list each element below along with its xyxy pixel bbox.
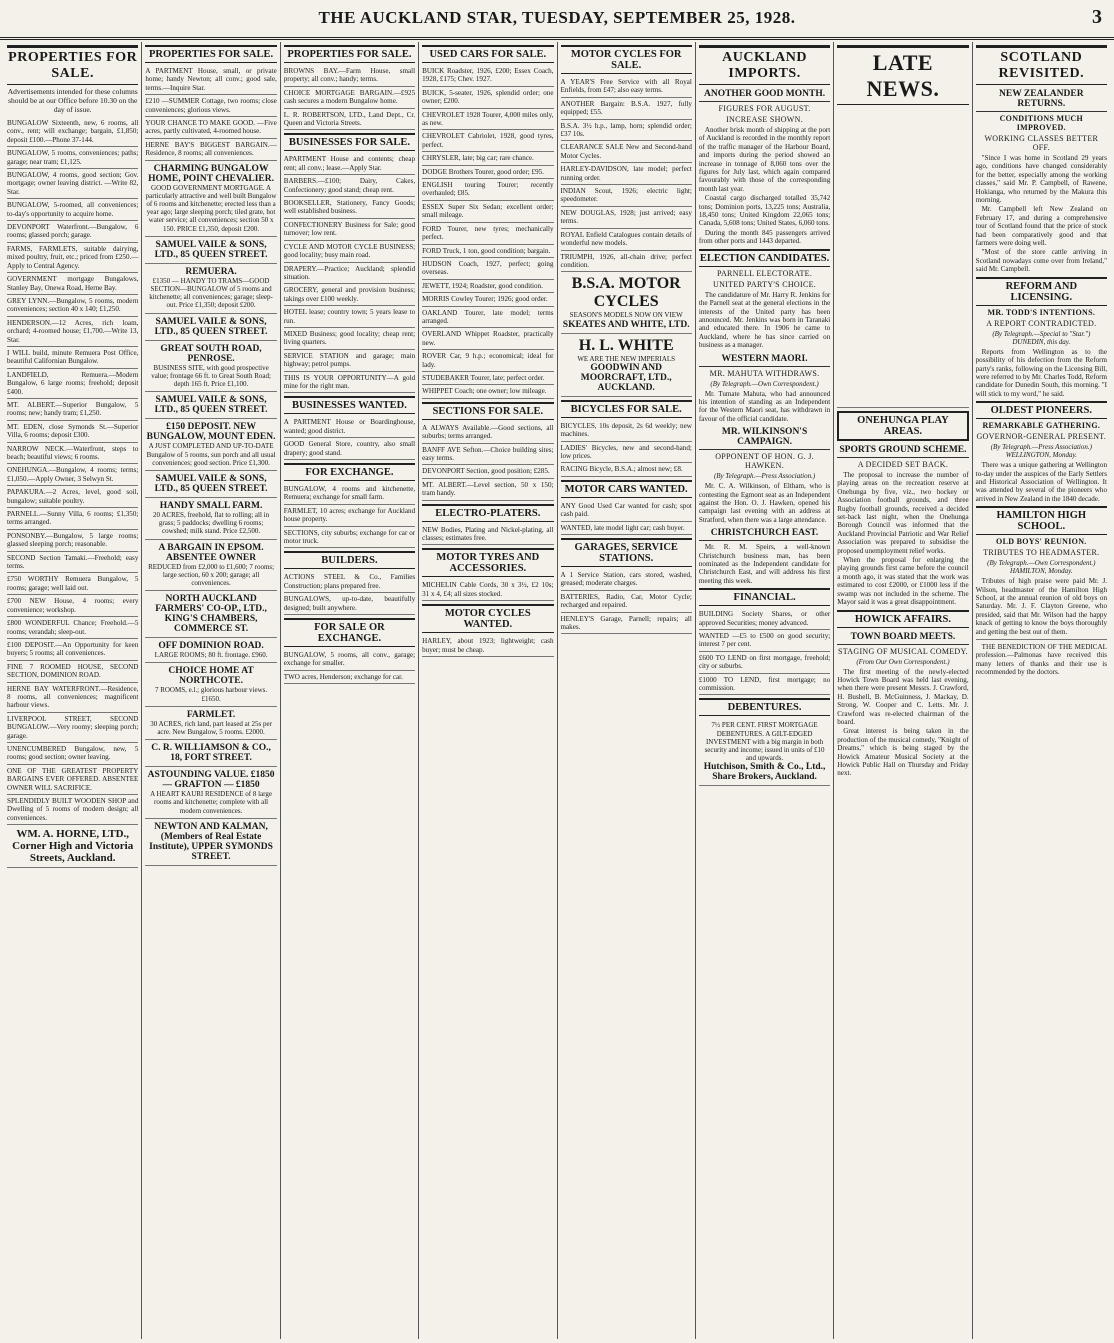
section-heading: PROPERTIES FOR SALE. xyxy=(7,45,138,85)
classified-ad: ROYAL Enfield Catalogues contain details of wonderful new models. xyxy=(561,229,692,251)
section-heading: PROPERTIES FOR SALE. xyxy=(145,45,276,63)
classified-ad: DODGE Brothers Tourer, good order; £95. xyxy=(422,166,553,179)
classified-ad: HARLEY, about 1923; lightweight; cash buyer; must be cheap. xyxy=(422,635,553,657)
classified-ad: UNENCUMBERED Bungalow, new, 5 rooms; good section; owner leaving. xyxy=(7,743,138,765)
display-ad xyxy=(145,264,276,314)
display-ad-heading: SAMUEL VAILE & SONS, LTD., 85 QUEEN STREET. xyxy=(154,239,268,260)
article-headline: REFORM AND LICENSING. xyxy=(976,277,1107,306)
column-motor-cycles xyxy=(558,42,696,1339)
article-paragraph: THE BENEDICTION OF THE MEDICAL profession.—Palmonas have received this many letters of thanks and their use is recommended by the doctors. xyxy=(975,643,1107,677)
classified-ad: £600 TO LEND on first mortgage, freehold; city or suburbs. xyxy=(699,652,830,674)
display-ad-title: H. L. WHITE xyxy=(578,336,674,354)
column-properties-2 xyxy=(142,42,280,1339)
classified-ad: A PARTMENT House, small, or private home; handy Newton; all conv.; good sale, terms.—Inquire Star. xyxy=(145,65,276,95)
display-ad-heading: HANDY SMALL FARM. xyxy=(159,500,263,511)
classified-ad: A YEAR'S Free Service with all Royal Enfields, from £47; also easy terms. xyxy=(561,76,692,98)
article-subhead: OLD BOYS' REUNION. xyxy=(996,537,1087,547)
classified-ad: BUNGALOW, 5 rooms, all conv., garage; exchange for smaller. xyxy=(284,649,415,671)
article-subhead: MR. TODD'S INTENTIONS. xyxy=(987,307,1096,317)
wire-credit: (By Telegraph.—Own Correspondent.) HAMILTON, Monday. xyxy=(987,559,1096,576)
classified-ad: CLEARANCE SALE New and Second-hand Motor Cycles. xyxy=(561,141,692,163)
classified-ad: £750 WORTHY Remuera Bungalow, 5 rooms; garage; well laid out. xyxy=(7,573,138,595)
classified-ad: BUILDING Society Shares, or other approved Securities; money advanced. xyxy=(699,608,830,630)
classified-ad: BUICK, 5-seater, 1926, splendid order; one owner; £200. xyxy=(422,87,553,109)
column-late-news xyxy=(834,42,972,1339)
display-ad-heading: OFF DOMINION ROAD. xyxy=(158,641,264,652)
ad-list xyxy=(145,65,276,161)
classified-ad: LIVERPOOL STREET, SECOND BUNGALOW.—Very roomy; sleeping porch; garage. xyxy=(7,713,138,743)
article-paragraph: Tributes of high praise were paid Mr. J. Wilson, headmaster of the Hamilton High School, at the annual reunion of old boys on Saturday. Mr. J. F. Clayton Greene, who presided, said that Mr. Wilson had the happy knack of getting to know the boys thoroughly and getting the best out of them. xyxy=(975,577,1107,636)
section-heading: PROPERTIES FOR SALE. xyxy=(284,45,415,63)
classified-ad: HERNE BAY'S BIGGEST BARGAIN.—Residence, 8 rooms; all conveniences. xyxy=(145,139,276,161)
classified-ad: CHRYSLER, late; big car; rare chance. xyxy=(422,152,553,165)
display-ad xyxy=(145,161,276,237)
classified-ad: DEVONPORT Section, good position; £285. xyxy=(422,465,553,478)
ad-list xyxy=(7,117,138,825)
classified-ad: ENGLISH touring Tourer; recently overhauled; £85. xyxy=(422,179,553,201)
classified-ad: SECOND Section Tamaki.—Freehold; easy terms. xyxy=(7,552,138,574)
display-ad-bsa xyxy=(561,272,692,333)
display-ad-heading: NORTH AUCKLAND FARMERS' CO-OP., LTD., KING'S CHAMBERS, COMMERCE ST. xyxy=(155,594,267,635)
wire-credit: (By Telegraph.—Press Association.) WELLINGTON, Monday. xyxy=(990,443,1092,460)
article-subhead: REMARKABLE GATHERING. xyxy=(982,421,1101,431)
article-subhead: OPPONENT OF HON. G. J. HAWKEN. xyxy=(715,452,814,471)
display-ad-heading: SAMUEL VAILE & SONS, LTD., 85 QUEEN STREET. xyxy=(154,473,268,494)
classified-ad: B.S.A. 3½ h.p., lamp, horn; splendid order; £37 10s. xyxy=(561,120,692,142)
classified-ad: CHEVROLET 1928 Tourer, 4,000 miles only, as new. xyxy=(422,109,553,131)
classified-ad: CYCLE AND MOTOR CYCLE BUSINESS; good locality; busy main road. xyxy=(284,241,415,263)
article-subhead: STAGING OF MUSICAL COMEDY. xyxy=(838,646,968,656)
article-subhead: ANOTHER GOOD MONTH. xyxy=(699,89,830,102)
display-ad xyxy=(145,740,276,767)
classified-ad: WANTED, late model light car; cash buyer. xyxy=(561,522,692,535)
display-ad-heading: CHOICE HOME AT NORTHCOTE. xyxy=(168,666,254,687)
classified-ad: APARTMENT House and contents; cheap rent; all conv.; lease.—Apply Star. xyxy=(284,153,415,175)
section-heading: SECTIONS FOR SALE. xyxy=(422,402,553,420)
classified-ad: GOOD General Store, country, also small drapery; good stand. xyxy=(284,438,415,460)
article-paragraph: Mr. R. M. Speirs, a well-known Christchurch business man, has been nominated as the Independent candidate for Christchurch East, and will address his first meeting this week. xyxy=(698,543,831,585)
article-paragraph: When the proposal for enlarging the playing grounds first came before the council a month ago, it was stated that the work was estimated to cost £2000, or £1000 less if the swamp was not included in the scheme. The Mayor said it was a great disappointment. xyxy=(837,556,969,607)
section-heading: MOTOR TYRES AND ACCESSORIES. xyxy=(422,548,553,577)
display-ad-body: 20 ACRES, freehold, flat to rolling; all in grass; 5 paddocks; dwelling 6 rooms; cowshed; milk stand. Price £2,500. xyxy=(153,510,270,536)
classified-ad: BUNGALOW, 4 rooms and kitchenette, Remuera; exchange for small farm. xyxy=(284,483,415,505)
section-heading: BUILDERS. xyxy=(284,551,415,569)
ad-list xyxy=(422,635,553,657)
section-heading: DEBENTURES. xyxy=(699,698,830,716)
classified-ad: CHOICE MORTGAGE BARGAIN.—£925 cash secures a modern Bungalow home. xyxy=(284,87,415,109)
classified-ad: GROCERY, general and provision business; takings over £100 weekly. xyxy=(284,284,415,306)
agent-block xyxy=(7,825,138,868)
debenture-body: 7½ PER CENT. FIRST MORTGAGE DEBENTURES. A GILT-EDGED INVESTMENT with a big margin in both security and income; issued in units of £10 and upwards. xyxy=(704,721,825,763)
classified-ad: ESSEX Super Six Sedan; excellent order; small mileage. xyxy=(422,201,553,223)
classified-ad: PARNELL.—Sunny Villa, 6 rooms; £1,350; terms arranged. xyxy=(7,508,138,530)
display-ad-agent: GOODWIN AND MOORCRAFT, LTD., AUCKLAND. xyxy=(580,362,672,393)
display-ad xyxy=(145,314,276,341)
article-headline: WESTERN MAORI. xyxy=(699,354,830,367)
debenture-ad xyxy=(699,718,830,786)
classified-ad: JEWETT, 1924; Roadster, good condition. xyxy=(422,280,553,293)
display-ad-heading: SAMUEL VAILE & SONS, LTD., 85 QUEEN STREET. xyxy=(154,395,268,416)
display-ads xyxy=(145,161,276,866)
classified-ad: GOVERNMENT mortgage Bungalows, Stanley Bay, Onewa Road, Herne Bay. xyxy=(7,273,138,295)
classified-ad: ONEHUNGA.—Bungalow, 4 rooms; terms; £1,050.—Apply Owner, 3 Selwyn St. xyxy=(7,464,138,486)
late-news-heading: LATE NEWS. xyxy=(837,45,968,105)
display-ad-heading: REMUERA. xyxy=(185,266,237,277)
classified-ad: DRAPERY.—Practice; Auckland; splendid situation. xyxy=(284,263,415,285)
classified-ad: BATTERIES, Radio, Car, Motor Cycle; recharged and repaired. xyxy=(561,591,692,613)
article-paragraph: Mr. Tumate Mahuta, who had announced his intention of standing as an Independent for the Western Maori seat, has withdrawn in favour of the official candidate. xyxy=(698,389,831,423)
classified-ad: SERVICE STATION and garage; main highway; petrol pumps. xyxy=(284,350,415,372)
columns xyxy=(4,42,1110,1339)
display-ad-body: A JUST COMPLETED AND UP-TO-DATE Bungalow of 5 rooms, sun porch and all usual conveniences; good section. Price £1,300. xyxy=(146,442,276,467)
classified-ad: £800 WONDERFUL Chance; Freehold.—5 rooms; verandah; sleep-out. xyxy=(7,617,138,639)
classified-ad: FINE 7 ROOMED HOUSE, SECOND SECTION, DOMINION ROAD. xyxy=(7,661,138,683)
article-paragraph: Another brisk month of shipping at the port of Auckland is recorded in the monthly report of the traffic manager of the Harbour Board, and imports during the period showed an increase in tonnage of 8,060 tons over the figures for July last, which again compared favourably with those of the corresponding month last year. xyxy=(698,126,831,193)
classified-ad: SPLENDIDLY BUILT WOODEN SHOP and Dwelling of 5 rooms of modern design; all conveniences. xyxy=(7,795,138,825)
ad-list xyxy=(284,571,415,615)
ad-list xyxy=(561,569,692,634)
classified-ad: WHIPPET Coach; one owner; low mileage. xyxy=(422,385,553,398)
classified-ad: DEVONPORT Waterfront.—Bungalow, 6 rooms; glassed porch; garage. xyxy=(7,221,138,243)
article-subhead: CONDITIONS MUCH IMPROVED. xyxy=(999,114,1084,132)
section-heading: FOR SALE OR EXCHANGE. xyxy=(284,618,415,647)
classified-ad: OAKLAND Tourer, late model; terms arranged. xyxy=(422,307,553,329)
column-scotland xyxy=(973,42,1110,1339)
article-subhead: TRIBUTES TO HEADMASTER. xyxy=(983,548,1100,558)
section-heading: BUSINESSES FOR SALE. xyxy=(284,133,415,151)
classified-ad: CHEVROLET Cabriolet, 1928, good tyres, perfect. xyxy=(422,130,553,152)
article-subhead: PARNELL ELECTORATE. xyxy=(716,268,813,278)
article-paragraph: Reports from Wellington as to the possibility of his defection from the Reform party's ranks, following on the Licensing Bill, were referred to by Mr. Charles Todd, Reform candidate for Dunedin South, this morning. "I will stick to my word," he said. xyxy=(975,347,1107,398)
late-news-blank-space xyxy=(837,107,968,408)
classified-ad: STUDEBAKER Tourer, late; perfect order. xyxy=(422,372,553,385)
article-paragraph: The candidature of Mr. Harry R. Jenkins for the Parnell seat at the general elections in the interests of the United party has been announced. Mr. Jenkins was born in Taranaki and educated there. In 1906 he came to Auckland, where he has since carried on business as a manager. xyxy=(698,290,831,350)
article-subhead: WORKING CLASSES BETTER OFF. xyxy=(984,134,1099,152)
display-ad-white xyxy=(561,334,692,397)
display-ad-body: £1350 — HANDY TO TRAMS—GOOD SECTION—BUNGALOW of 5 rooms and kitchenette; all conveniences; garage; sleep-out. Price £1,350; deposit £200. xyxy=(149,276,273,310)
section-heading: USED CARS FOR SALE. xyxy=(422,45,553,63)
article-subhead: A DECIDED SET BACK. xyxy=(857,460,949,469)
display-ad-heading: £150 DEPOSIT. NEW BUNGALOW, MOUNT EDEN. xyxy=(146,422,276,443)
classified-ad: HOTEL lease; country town; 5 years lease to run. xyxy=(284,306,415,328)
article-paragraph: The proposal to increase the number of playing areas on the recreation reserve at Onehunga by five, viz., two hockey or Association football grounds, and three Rugby football grounds, received a decided set-back last night, when the Onehunga Borough Council was informed that the Auckland Provincial Patriotic and War Relief Association was prepared to subsidise the proposed unemployment relief works. xyxy=(837,471,969,555)
classified-ad: ANOTHER Bargain: B.S.A. 1927, fully equipped; £55. xyxy=(561,98,692,120)
article-headline: HOWICK AFFAIRS. xyxy=(837,610,968,628)
ad-list xyxy=(284,649,415,684)
ad-list xyxy=(422,524,553,546)
classified-ad: ACTIONS STEEL & Co., Families Construction; plans prepared free. xyxy=(284,571,415,593)
display-ad xyxy=(145,498,276,540)
article-paragraph: During the month 845 passengers arrived from other ports and 1443 departed. xyxy=(698,228,831,246)
classified-ad: FORD Truck, 1 ton, good condition; bargain. xyxy=(422,245,553,258)
classified-ad: YOUR CHANCE TO MAKE GOOD. —Five acres, partly cultivated, 4-roomed house. xyxy=(145,117,276,139)
article-paragraph: There was a unique gathering at Wellington to-day under the auspices of the Early Settlers and Historical Association of Wellington. It was attended by several of the pioneers who arrived in New Zealand in the 1840 decade. xyxy=(975,461,1107,503)
classified-ad: NEW Bodies, Plating and Nickel-plating, all classes; estimates free. xyxy=(422,524,553,546)
article-headline: CHRISTCHURCH EAST. xyxy=(699,528,830,541)
article-subhead: UNITED PARTY'S CHOICE. xyxy=(713,279,817,289)
classified-ad: BROWNS BAY.—Farm House, small property; all conv.; handy; terms. xyxy=(284,65,415,87)
classified-ad: RACING Bicycle, B.S.A.; almost new; £8. xyxy=(561,463,692,476)
classified-ad: INDIAN Scout, 1926; electric light; speedometer. xyxy=(561,185,692,207)
section-heading: ELECTRO-PLATERS. xyxy=(422,504,553,522)
ad-list xyxy=(422,422,553,501)
classified-ad: FORD Tourer, new tyres; mechanically perfect. xyxy=(422,223,553,245)
wire-credit: (By Telegraph.—Own Correspondent.) xyxy=(710,379,819,388)
article-paragraph: Coastal cargo discharged totalled 35,742 tons; Dominion ports, 13,225 tons; Australia, 18,450 tons; United Kingdom 22,065 tons; Canada, 5,608 tons; United States, 6,060 tons. xyxy=(698,194,831,228)
classified-ad: A PARTMENT House or Boardinghouse, wanted; good district. xyxy=(284,416,415,438)
classified-ad: LANDFIELD, Remuera.—Modern Bungalow, 6 large rooms; freehold; deposit £400. xyxy=(7,369,138,399)
display-ad-heading: GREAT SOUTH ROAD, PENROSE. xyxy=(160,343,262,364)
display-ad-body: REDUCED from £2,000 to £1,600; 7 rooms; large section, 60 x 200; garage; all conveniences. xyxy=(148,562,275,587)
section-heading: BUSINESSES WANTED. xyxy=(284,396,415,414)
notice: Advertisements intended for these columns should be at our Office before 10.30 on the day of issue. xyxy=(7,87,138,114)
display-ad xyxy=(145,341,276,393)
classified-ad: ROVER Car, 9 h.p.; economical; ideal for lady. xyxy=(422,350,553,372)
display-ad-agent: SKEATES AND WHITE, LTD. xyxy=(562,319,690,330)
display-ad-heading: SAMUEL VAILE & SONS, LTD., 85 QUEEN STREET. xyxy=(154,316,268,337)
classified-ad: MORRIS Cowley Tourer; 1926; good order. xyxy=(422,293,553,306)
classified-ad: £210 —SUMMER Cottage, two rooms; close conveniences; glorious views. xyxy=(145,95,276,117)
section-heading: MOTOR CYCLES FOR SALE. xyxy=(561,45,692,74)
column-used-cars xyxy=(419,42,557,1339)
classified-ad: A 1 Service Station, cars stored, washed, greased; moderate charges. xyxy=(561,569,692,591)
classified-ad: ANY Good Used Car wanted for cash; spot cash paid. xyxy=(561,500,692,522)
classified-ad: BANFF AVE Sefton.—Choice building sites; easy terms. xyxy=(422,444,553,466)
display-ad xyxy=(145,471,276,498)
classified-ad: BUNGALOW, 4 rooms, good section; Gov. mortgage; owner leaving district. —Write 82, Star. xyxy=(7,169,138,199)
ad-list xyxy=(284,483,415,548)
ad-list xyxy=(284,416,415,460)
classified-ad: BOOKSELLER, Stationery, Fancy Goods; well established business. xyxy=(284,197,415,219)
ad-list xyxy=(699,608,830,695)
display-ad xyxy=(145,663,276,706)
masthead xyxy=(0,0,1114,40)
section-heading: FOR EXCHANGE. xyxy=(284,463,415,481)
section-heading: FINANCIAL. xyxy=(699,588,830,606)
display-ad xyxy=(145,237,276,264)
classified-ad: L. R. ROBERTSON, LTD., Land Dept., Cr. Queen and Victoria Streets. xyxy=(284,109,415,131)
article-paragraph: Mr. Campbell left New Zealand on February 17, and during a comprehensive tour of Scotland found that the price of stock had been comparatively good and that farmers were doing well. xyxy=(975,205,1107,248)
classified-ad: £100 DEPOSIT.—An Opportunity for keen buyers; 5 rooms; all conveniences. xyxy=(7,639,138,661)
display-ad xyxy=(145,638,276,663)
classified-ad: ONE OF THE GREATEST PROPERTY BARGAINS EVER OFFERED. ABSENTEE OWNER WILL SACRIFICE. xyxy=(7,765,138,795)
classified-ad: BUICK Roadster, 1926, £200; Essex Coach, 1928, £175; Chev. 1927. xyxy=(422,65,553,87)
article-paragraph: "Most of the store cattle arriving in Scotland nowadays come over from Ireland," said Mr. Campbell. xyxy=(975,248,1107,274)
classified-ad: £700 NEW House, 4 rooms; every convenience; workshop. xyxy=(7,595,138,617)
article-headline: MR. WILKINSON'S CAMPAIGN. xyxy=(699,427,830,450)
article-subhead: INCREASE SHOWN. xyxy=(726,115,804,124)
article-subhead: A REPORT CONTRADICTED. xyxy=(986,318,1097,328)
classified-ad: HUDSON Coach, 1927, perfect; going overseas. xyxy=(422,258,553,280)
column-properties-3 xyxy=(281,42,419,1339)
wire-credit: (From Our Own Correspondent.) xyxy=(856,657,950,666)
display-ad-heading: CHARMING BUNGALOW HOME, POINT CHEVALIER. xyxy=(148,163,274,184)
article-subhead: SPORTS GROUND SCHEME. xyxy=(837,445,968,458)
newspaper-title: THE AUCKLAND STAR, TUESDAY, SEPTEMBER 25, 1928. xyxy=(318,8,796,27)
classified-ad: I WILL build, minute Remuera Post Office, beautiful Californian Bungalow. xyxy=(7,347,138,369)
classified-ad: £1000 TO LEND, first mortgage; no commission. xyxy=(699,674,830,696)
ad-list xyxy=(284,153,415,393)
display-ad xyxy=(145,392,276,419)
classified-ad: TWO acres, Henderson; exchange for car. xyxy=(284,671,415,684)
classified-ad: HARLEY-DAVIDSON, late model; perfect running order. xyxy=(561,163,692,185)
display-ad xyxy=(145,419,276,471)
article-subhead: FIGURES FOR AUGUST. xyxy=(718,104,811,113)
classified-ad: MT. EDEN, close Symonds St.—Superior Villa, 6 rooms; deposit £300. xyxy=(7,421,138,443)
classified-ad: OVERLAND Whippet Roadster, practically new. xyxy=(422,328,553,350)
display-ad xyxy=(145,767,276,819)
classified-ad: CONFECTIONERY Business for Sale; good turnover; low rent. xyxy=(284,219,415,241)
classified-ad: MIXED Business; good locality; cheap rent; living quarters. xyxy=(284,328,415,350)
divider xyxy=(976,639,1107,640)
classified-ad: MT. ALBERT.—Superior Bungalow, 5 rooms; new; handy tram; £1,250. xyxy=(7,399,138,421)
article-paragraph: The first meeting of the newly-elected Howick Town Board was held last evening, when there were present Messrs. J. Crawford, H. Bushell, B. McGuinness, J. Mackay, D. Strong, W. Cooper and C. Letts. Mr. J. Crawford was re-elected chairman of the board. xyxy=(837,667,969,726)
agent-name: WM. A. HORNE, LTD., Corner High and Victoria Streets, Auckland. xyxy=(12,828,134,865)
display-ad-line: WE ARE THE NEW IMPERIALS xyxy=(577,354,676,363)
classified-ad: FARMLET, 10 acres; exchange for Auckland house property. xyxy=(284,505,415,527)
debenture-agent: Hutchison, Smith & Co., Ltd., Share Brokers, Auckland. xyxy=(703,762,826,783)
classified-ad: BUNGALOW, 5-roomed, all conveniences; to-day's opportunity to acquire home. xyxy=(7,199,138,221)
ad-list xyxy=(284,65,415,130)
display-ad-heading: A BARGAIN IN EPSOM. ABSENTEE OWNER xyxy=(158,542,264,563)
ad-list xyxy=(422,65,553,399)
classified-ad: HENLEY'S Garage, Parnell; repairs; all makes. xyxy=(561,613,692,635)
section-heading: GARAGES, SERVICE STATIONS. xyxy=(561,538,692,567)
display-ad-body: BUSINESS SITE, with good prospective value; frontage 66 ft. to Great South Road; depth 165 ft. Price £1,100. xyxy=(151,363,271,389)
ad-list xyxy=(422,579,553,601)
display-ad-heading: C. R. WILLIAMSON & CO., 18, FORT STREET. xyxy=(151,743,271,764)
display-ad xyxy=(145,819,276,866)
display-ad xyxy=(145,540,276,592)
classified-ad: BUNGALOWS, up-to-date, beautifully designed; built anywhere. xyxy=(284,593,415,615)
article-headline: HAMILTON HIGH SCHOOL. xyxy=(976,506,1107,535)
display-ad-title: B.S.A. MOTOR CYCLES xyxy=(571,275,681,311)
display-ad-body: 30 ACRES, rich land, part leased at 25s per acre. New Bungalow, 5 rooms. £2000. xyxy=(150,719,272,736)
classified-ad: HERNE BAY WATERFRONT.—Residence, 8 rooms, all conveniences; magnificent harbour views. xyxy=(7,683,138,713)
article-subhead: NEW ZEALANDER RETURNS. xyxy=(976,89,1107,112)
article-subhead: TOWN BOARD MEETS. xyxy=(837,632,968,645)
display-ad xyxy=(145,707,276,740)
column-imports-elections xyxy=(696,42,834,1339)
display-ad-body: GOOD GOVERNMENT MORTGAGE. A particularly attractive and well built Bungalow of 6 rooms and kitchenette; erected less than a year ago; large sleeping porch; tiled grate, hot water service; all conveniences; section 50 x 150. PRICE £1,350, deposit £200. xyxy=(145,183,277,233)
classified-ad: PONSONBY.—Bungalow, 5 large rooms; glassed sleeping porch; reasonable. xyxy=(7,530,138,552)
article-paragraph: Mr. C. A. Wilkinson, of Eltham, who is contesting the Egmont seat as an Independent against the Hon. O. J. Hawken, opened his campaign last evening with an address at Stratford, when there was a large attendance. xyxy=(698,482,831,524)
display-ad xyxy=(145,591,276,638)
classified-ad: SECTIONS, city suburbs; exchange for car or motor truck. xyxy=(284,527,415,549)
classified-ad: BICYCLES, 10s deposit, 2s 6d weekly; new machines. xyxy=(561,420,692,442)
classified-ad: WANTED —£5 to £500 on good security; interest 7 per cent. xyxy=(699,630,830,652)
article-headline: SCOTLAND REVISITED. xyxy=(976,45,1107,85)
display-ad-body: A HEART KAURI RESIDENCE of 8 large rooms and kitchenette; complete with all modern conveniences. xyxy=(150,790,272,815)
article-headline: ELECTION CANDIDATES. xyxy=(699,249,830,267)
display-ad-body: 7 ROOMS, e.l.; glorious harbour views. £1650. xyxy=(154,686,268,703)
wire-credit: (By Telegraph.—Press Association.) xyxy=(713,472,816,481)
classified-ad: NEW DOUGLAS, 1928; just arrived; easy terms. xyxy=(561,207,692,229)
classified-ad: TRIUMPH, 1926, all-chain drive; perfect condition. xyxy=(561,251,692,273)
classified-ad: THIS IS YOUR OPPORTUNITY—A gold mine for the right man. xyxy=(284,372,415,394)
column-properties-1 xyxy=(4,42,142,1339)
classified-ad: LADIES' Bicycles, new and second-hand; low prices. xyxy=(561,442,692,464)
article-headline: AUCKLAND IMPORTS. xyxy=(699,45,830,85)
classified-ad: BARBERS.—£100; Dairy, Cakes, Confectionery; good stand; cheap rent. xyxy=(284,175,415,197)
section-heading: BICYCLES FOR SALE. xyxy=(561,400,692,418)
section-heading: MOTOR CARS WANTED. xyxy=(561,480,692,498)
classified-ad: PAPAKURA.—2 Acres, level, good soil, bungalow; suitable poultry. xyxy=(7,486,138,508)
article-headline: OLDEST PIONEERS. xyxy=(976,401,1107,419)
article-paragraph: "Since I was home in Scotland 29 years ago, conditions have changed considerably for the better, especially among the working classes," said Mr. P. Campbell, of Rawene, Hokianga, who returned by the Makura this morning. xyxy=(975,154,1107,205)
page-number: 3 xyxy=(1092,6,1102,28)
ad-list xyxy=(561,500,692,535)
classified-ad: A ALWAYS Available.—Good sections, all suburbs; terms arranged. xyxy=(422,422,553,444)
classified-ad: GREY LYNN.—Bungalow, 5 rooms, modern conveniences; section 40 x 140; £1,250. xyxy=(7,295,138,317)
article-subhead: GOVERNOR-GENERAL PRESENT. xyxy=(976,432,1107,442)
article-paragraph: Great interest is being taken in the production of the musical comedy, "Knight of Dreams," which is being staged by the Howick Amateur Musical Society at the Howick Public Hall on Thursday and Friday next. xyxy=(837,727,969,778)
display-ad-heading: FARMLET. xyxy=(186,709,236,720)
section-heading: MOTOR CYCLES WANTED. xyxy=(422,604,553,633)
wire-credit: (By Telegraph.—Special to "Star.") DUNEDIN, this day. xyxy=(992,329,1091,346)
classified-ad: BUNGALOW Sixteenth, new, 6 rooms, all conv., rent; will exchange; bargain, £1,850; deposit £100.—Phone 37-144. xyxy=(7,117,138,147)
article-headline: ONEHUNGA PLAY AREAS. xyxy=(837,411,968,441)
classified-ad: BUNGALOW, 5 rooms, conveniences; paths; garage; near tram; £1,125. xyxy=(7,147,138,169)
display-ad-line: SEASON'S MODELS NOW ON VIEW xyxy=(569,311,683,320)
classified-ad: FARMS, FARMLETS, suitable dairying, mixed poultry, fruit, etc.; priced from £250.—Apply to Central Agency. xyxy=(7,243,138,273)
classified-ad: MT. ALBERT.—Level section, 50 x 150; tram handy. xyxy=(422,479,553,501)
ad-list xyxy=(561,76,692,272)
display-ad-heading: NEWTON AND KALMAN, (Members of Real Estate Institute), UPPER SYMONDS STREET. xyxy=(149,821,273,862)
classified-ad: NARROW NECK.—Waterfront, steps to beach; beautiful views; 6 rooms. xyxy=(7,443,138,465)
display-ad-body: LARGE ROOMS; 80 ft. frontage. £960. xyxy=(154,651,268,660)
ad-list xyxy=(561,420,692,477)
display-ad-heading: ASTOUNDING VALUE. £1850 — GRAFTON — £1850 xyxy=(147,770,275,791)
classified-ad: HENDERSON.—12 Acres, rich loam, orchard; 4-roomed house; £1,700.—Write 13, Star. xyxy=(7,317,138,347)
classified-ad: MICHELIN Cable Cords, 30 x 3½, £2 10s; 31 x 4, £4; all sizes stocked. xyxy=(422,579,553,601)
article-subhead: MR. MAHUTA WITHDRAWS. xyxy=(709,368,820,378)
